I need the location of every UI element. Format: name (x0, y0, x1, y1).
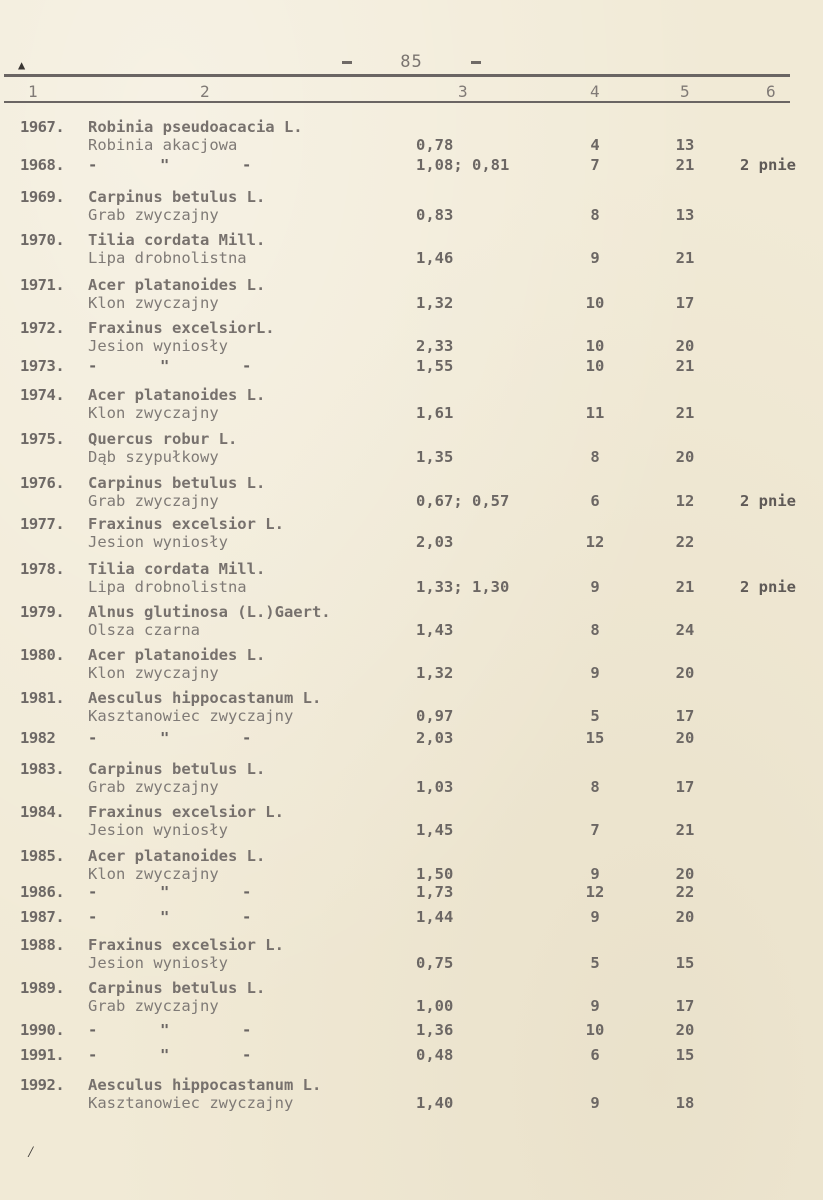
cell-col5: 21 (675, 578, 695, 596)
cell-col5: 13 (675, 206, 695, 224)
row-year: 1968. (20, 156, 65, 174)
ditto-mark: - (88, 729, 98, 747)
species-polish-name: Klon zwyczajny (88, 404, 219, 422)
species-latin-name: Fraxinus excelsior L. (88, 515, 284, 533)
cell-col3: 0,75 (416, 954, 454, 972)
cell-col5: 17 (675, 707, 695, 725)
cell-col4: 9 (590, 908, 600, 926)
column-header-1: 1 (28, 82, 38, 101)
cell-col3: 2,03 (416, 533, 454, 551)
ditto-mark: - (88, 883, 98, 901)
cell-col5: 20 (675, 908, 695, 926)
cell-col3: 1,50 (416, 865, 454, 883)
cell-col4: 9 (590, 865, 600, 883)
species-polish-name: Olsza czarna (88, 621, 200, 639)
species-latin-name: Aesculus hippocastanum L. (88, 1076, 322, 1094)
row-year: 1982 (20, 729, 56, 747)
row-year: 1974. (20, 386, 65, 404)
row-year: 1988. (20, 936, 65, 954)
cell-col5: 20 (675, 664, 695, 682)
row-year: 1979. (20, 603, 65, 621)
species-polish-name: Lipa drobnolistna (88, 249, 247, 267)
species-latin-name: Carpinus betulus L. (88, 760, 266, 778)
cell-col3: 1,00 (416, 997, 454, 1015)
margin-mark: ▲ (18, 58, 26, 72)
cell-col3: 1,43 (416, 621, 454, 639)
cell-col3: 0,67; 0,57 (416, 492, 510, 510)
species-polish-name: Grab zwyczajny (88, 492, 219, 510)
cell-col3: 0,78 (416, 136, 454, 154)
table-top-rule (4, 74, 790, 77)
cell-col5: 20 (675, 337, 695, 355)
cell-col3: 2,03 (416, 729, 454, 747)
cell-col4: 10 (585, 337, 605, 355)
species-polish-name: Kasztanowiec zwyczajny (88, 1094, 294, 1112)
cell-col3: 1,73 (416, 883, 454, 901)
cell-col3: 0,48 (416, 1046, 454, 1064)
ditto-mark: - (88, 1021, 98, 1039)
row-year: 1985. (20, 847, 65, 865)
cell-col4: 6 (590, 1046, 600, 1064)
cell-col4: 9 (590, 249, 600, 267)
cell-col4: 6 (590, 492, 600, 510)
cell-col5: 20 (675, 1021, 695, 1039)
row-year: 1987. (20, 908, 65, 926)
ditto-mark: " (160, 156, 170, 174)
cell-col5: 24 (675, 621, 695, 639)
cell-col3: 0,97 (416, 707, 454, 725)
cell-col5: 17 (675, 997, 695, 1015)
species-latin-name: Robinia pseudoacacia L. (88, 118, 303, 136)
margin-mark: ⁄ (26, 1142, 36, 1161)
cell-col4: 9 (590, 664, 600, 682)
ditto-mark: " (160, 908, 170, 926)
table-header-rule (4, 101, 790, 103)
species-polish-name: Grab zwyczajny (88, 206, 219, 224)
species-latin-name: Acer platanoides L. (88, 276, 266, 294)
cell-col3: 0,83 (416, 206, 454, 224)
species-latin-name: Acer platanoides L. (88, 646, 266, 664)
cell-col5: 17 (675, 778, 695, 796)
row-year: 1970. (20, 231, 65, 249)
cell-col3: 1,35 (416, 448, 454, 466)
species-latin-name: Alnus glutinosa (L.)Gaert. (88, 603, 331, 621)
ditto-mark: - (242, 729, 252, 747)
cell-col5: 12 (675, 492, 695, 510)
species-latin-name: Fraxinus excelsior L. (88, 803, 284, 821)
cell-col6: 2 pnie (740, 578, 796, 596)
cell-col6: 2 pnie (740, 156, 796, 174)
species-latin-name: Tilia cordata Mill. (88, 560, 266, 578)
species-polish-name: Grab zwyczajny (88, 997, 219, 1015)
species-polish-name: Jesion wyniosły (88, 821, 228, 839)
row-year: 1975. (20, 430, 65, 448)
cell-col3: 2,33 (416, 337, 454, 355)
cell-col5: 15 (675, 954, 695, 972)
cell-col3: 1,36 (416, 1021, 454, 1039)
species-latin-name: Fraxinus excelsior L. (88, 936, 284, 954)
cell-col4: 10 (585, 1021, 605, 1039)
table-header-row (0, 82, 823, 102)
ditto-mark: - (88, 357, 98, 375)
cell-col5: 22 (675, 533, 695, 551)
cell-col5: 20 (675, 448, 695, 466)
cell-col3: 1,61 (416, 404, 454, 422)
species-polish-name: Klon zwyczajny (88, 865, 219, 883)
cell-col4: 5 (590, 707, 600, 725)
row-year: 1969. (20, 188, 65, 206)
ditto-mark: " (160, 729, 170, 747)
cell-col5: 20 (675, 729, 695, 747)
row-year: 1992. (20, 1076, 65, 1094)
row-year: 1984. (20, 803, 65, 821)
species-polish-name: Lipa drobnolistna (88, 578, 247, 596)
species-polish-name: Grab zwyczajny (88, 778, 219, 796)
species-polish-name: Robinia akacjowa (88, 136, 238, 154)
species-polish-name: Kasztanowiec zwyczajny (88, 707, 294, 725)
row-year: 1967. (20, 118, 65, 136)
ditto-mark: " (160, 1021, 170, 1039)
cell-col4: 9 (590, 578, 600, 596)
cell-col5: 21 (675, 156, 695, 174)
ditto-mark: - (242, 883, 252, 901)
row-year: 1990. (20, 1021, 65, 1039)
cell-col4: 4 (590, 136, 600, 154)
species-latin-name: Tilia cordata Mill. (88, 231, 266, 249)
cell-col4: 10 (585, 294, 605, 312)
cell-col5: 21 (675, 404, 695, 422)
cell-col3: 1,08; 0,81 (416, 156, 510, 174)
species-polish-name: Klon zwyczajny (88, 664, 219, 682)
ditto-mark: - (242, 156, 252, 174)
row-year: 1983. (20, 760, 65, 778)
cell-col4: 12 (585, 883, 605, 901)
ditto-mark: " (160, 883, 170, 901)
cell-col4: 5 (590, 954, 600, 972)
cell-col3: 1,55 (416, 357, 454, 375)
cell-col4: 15 (585, 729, 605, 747)
page-number-line (0, 52, 823, 72)
species-polish-name: Jesion wyniosły (88, 954, 228, 972)
ditto-mark: - (242, 908, 252, 926)
page-number: 85 (400, 52, 423, 72)
ditto-mark: - (242, 1021, 252, 1039)
species-polish-name: Jesion wyniosły (88, 533, 228, 551)
cell-col5: 20 (675, 865, 695, 883)
ditto-mark: - (242, 357, 252, 375)
cell-col6: 2 pnie (740, 492, 796, 510)
species-latin-name: Quercus robur L. (88, 430, 238, 448)
species-latin-name: Carpinus betulus L. (88, 188, 266, 206)
species-latin-name: Acer platanoides L. (88, 386, 266, 404)
column-header-6: 6 (766, 82, 776, 101)
ditto-mark: " (160, 1046, 170, 1064)
species-latin-name: Carpinus betulus L. (88, 979, 266, 997)
cell-col3: 1,33; 1,30 (416, 578, 510, 596)
ditto-mark: - (242, 1046, 252, 1064)
column-header-2: 2 (200, 82, 210, 101)
cell-col3: 1,32 (416, 664, 454, 682)
row-year: 1981. (20, 689, 65, 707)
cell-col3: 1,45 (416, 821, 454, 839)
species-polish-name: Dąb szypułkowy (88, 448, 219, 466)
row-year: 1978. (20, 560, 65, 578)
cell-col5: 15 (675, 1046, 695, 1064)
cell-col3: 1,40 (416, 1094, 454, 1112)
cell-col3: 1,03 (416, 778, 454, 796)
species-polish-name: Jesion wyniosły (88, 337, 228, 355)
species-latin-name: Acer platanoides L. (88, 847, 266, 865)
cell-col5: 21 (675, 249, 695, 267)
cell-col5: 21 (675, 357, 695, 375)
cell-col5: 18 (675, 1094, 695, 1112)
row-year: 1986. (20, 883, 65, 901)
row-year: 1991. (20, 1046, 65, 1064)
species-polish-name: Klon zwyczajny (88, 294, 219, 312)
species-latin-name: Carpinus betulus L. (88, 474, 266, 492)
cell-col5: 21 (675, 821, 695, 839)
page-number-dash-left (342, 61, 352, 64)
cell-col4: 9 (590, 997, 600, 1015)
cell-col4: 7 (590, 156, 600, 174)
cell-col4: 8 (590, 621, 600, 639)
row-year: 1972. (20, 319, 65, 337)
row-year: 1973. (20, 357, 65, 375)
species-latin-name: Aesculus hippocastanum L. (88, 689, 322, 707)
cell-col4: 8 (590, 206, 600, 224)
species-latin-name: Fraxinus excelsiorL. (88, 319, 275, 337)
row-year: 1977. (20, 515, 65, 533)
column-header-4: 4 (590, 82, 600, 101)
cell-col3: 1,46 (416, 249, 454, 267)
ditto-mark: - (88, 908, 98, 926)
cell-col4: 9 (590, 1094, 600, 1112)
cell-col4: 7 (590, 821, 600, 839)
cell-col4: 10 (585, 357, 605, 375)
row-year: 1976. (20, 474, 65, 492)
cell-col3: 1,32 (416, 294, 454, 312)
ditto-mark: " (160, 357, 170, 375)
cell-col4: 8 (590, 448, 600, 466)
cell-col4: 8 (590, 778, 600, 796)
ditto-mark: - (88, 156, 98, 174)
cell-col5: 13 (675, 136, 695, 154)
cell-col4: 11 (585, 404, 605, 422)
column-header-5: 5 (680, 82, 690, 101)
row-year: 1980. (20, 646, 65, 664)
ditto-mark: - (88, 1046, 98, 1064)
cell-col5: 22 (675, 883, 695, 901)
row-year: 1971. (20, 276, 65, 294)
cell-col4: 12 (585, 533, 605, 551)
column-header-3: 3 (458, 82, 468, 101)
row-year: 1989. (20, 979, 65, 997)
page-number-dash-right (471, 61, 481, 64)
cell-col5: 17 (675, 294, 695, 312)
cell-col3: 1,44 (416, 908, 454, 926)
